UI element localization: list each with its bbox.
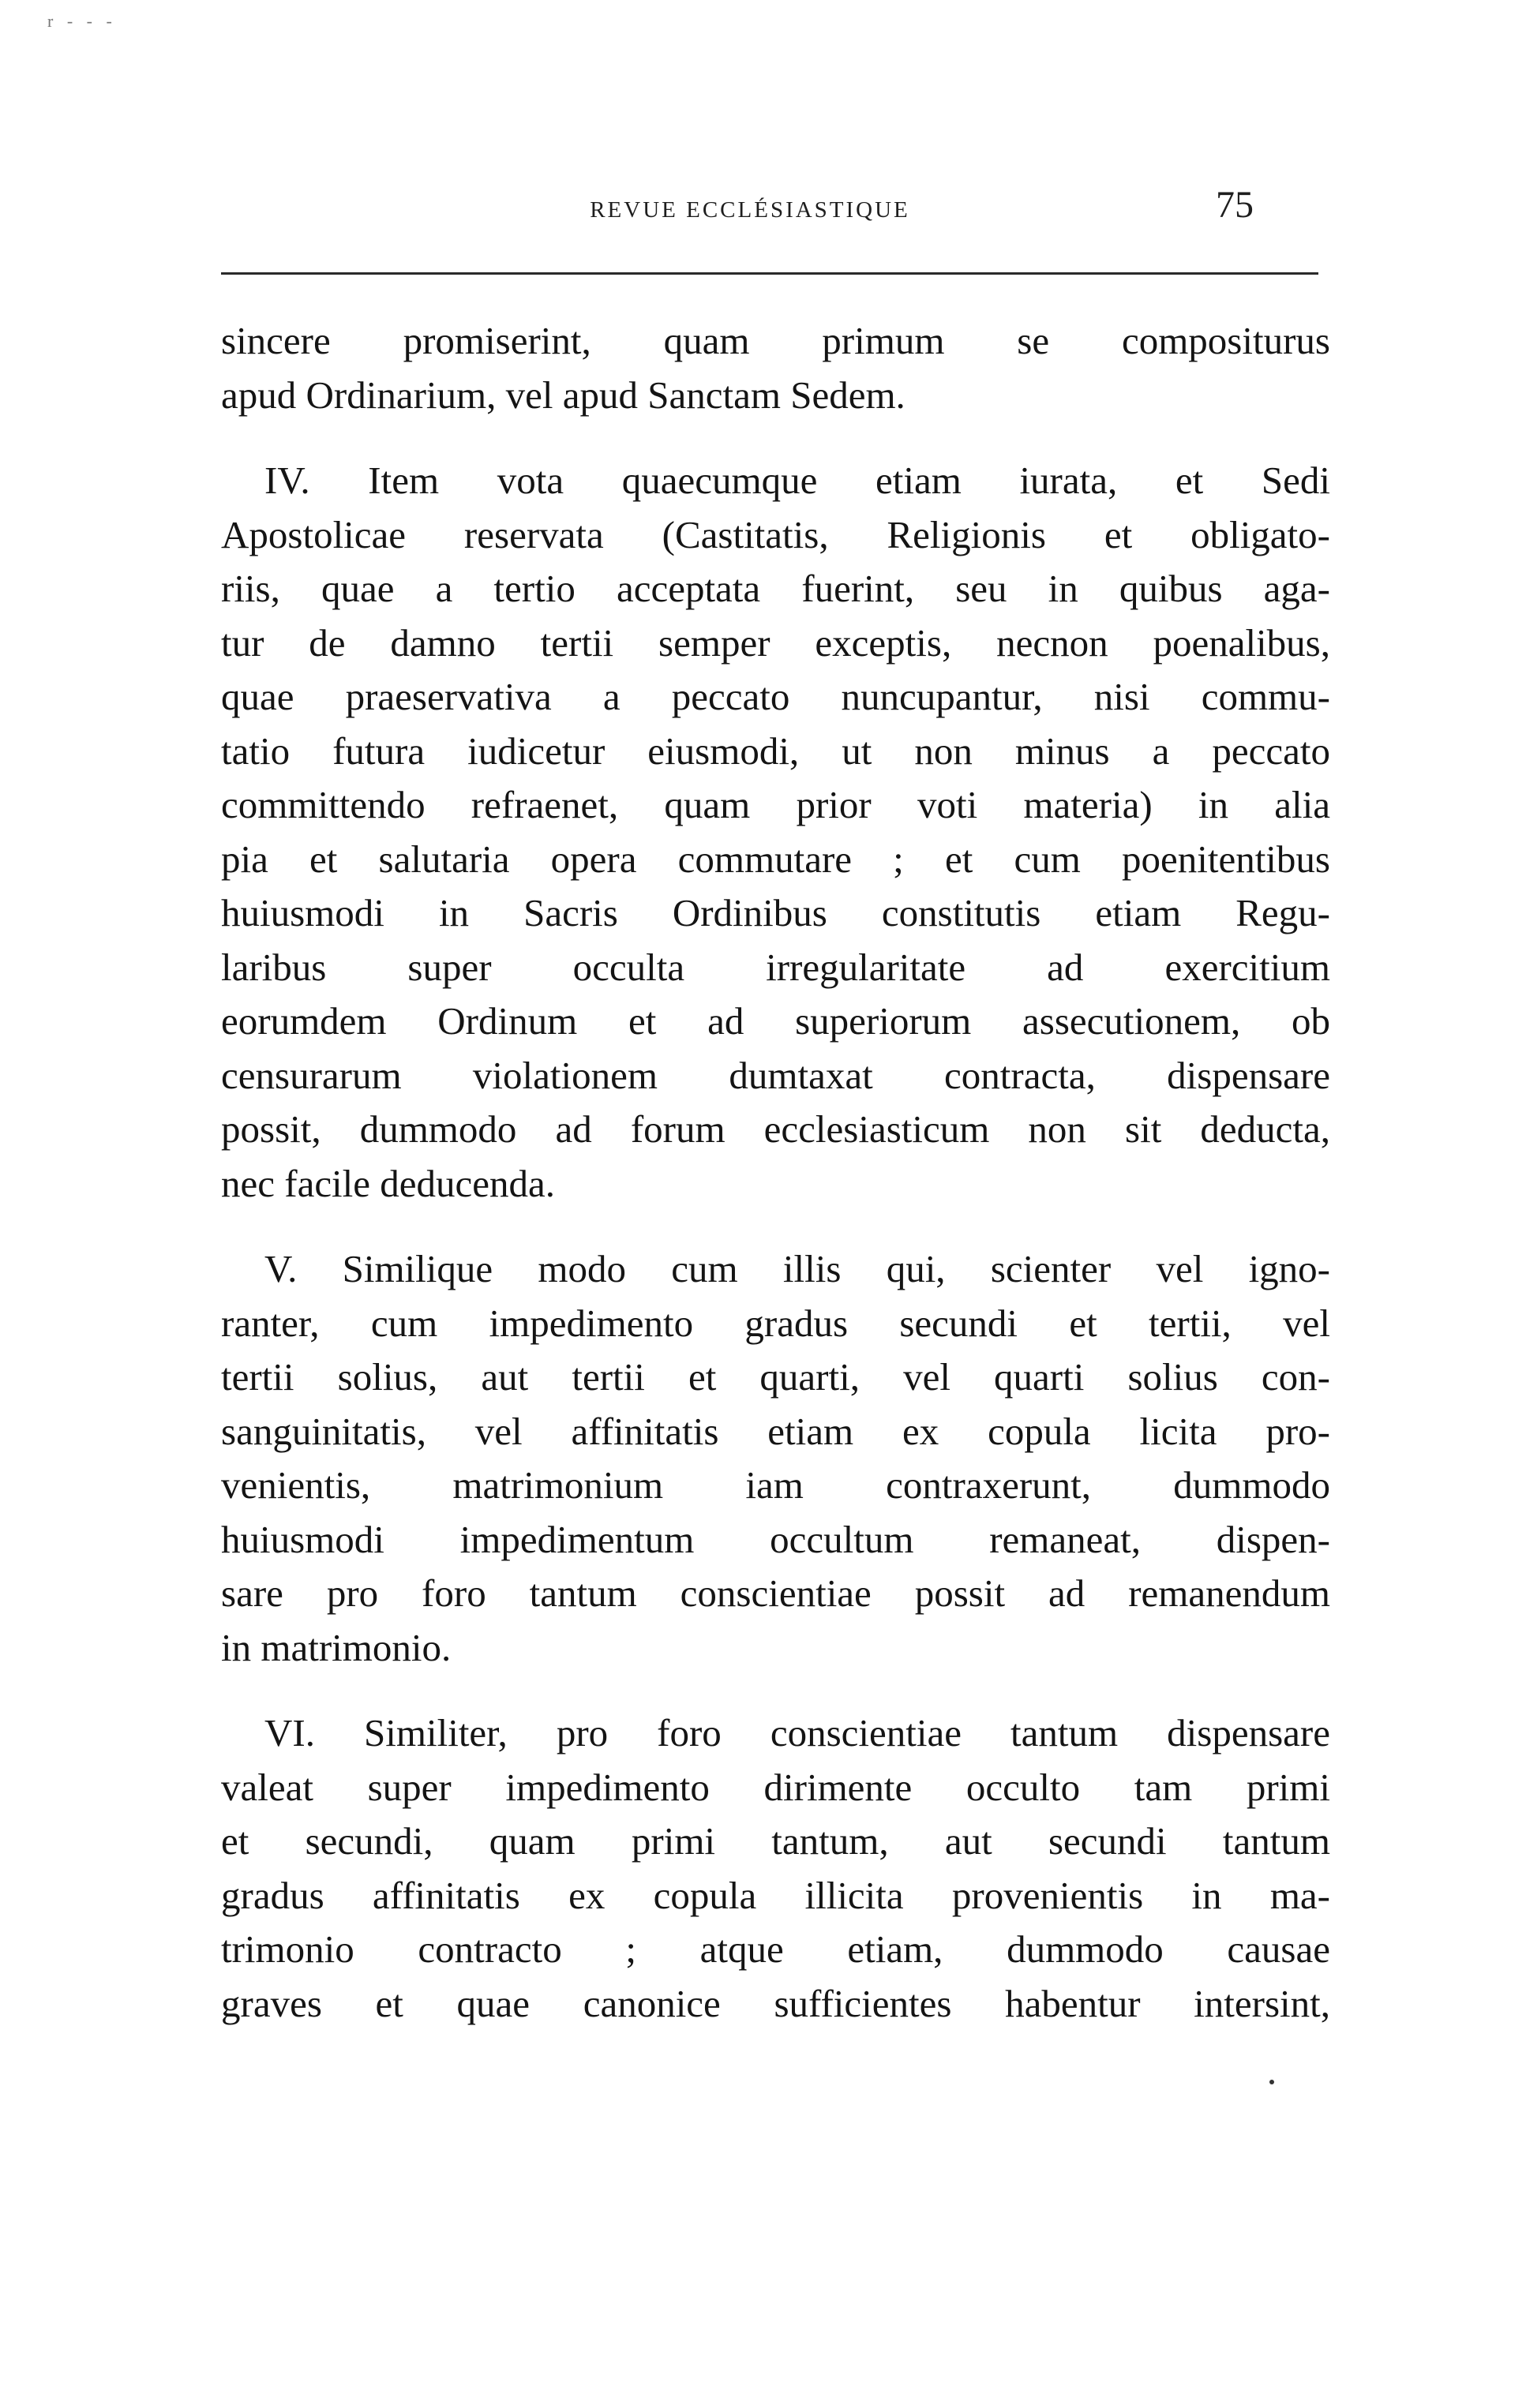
ink-speck — [1269, 2080, 1274, 2084]
header-rule — [221, 272, 1318, 275]
paragraph-vi — [221, 1706, 1330, 2031]
text-line: huiusmodi impedimentum occultum remaneat, dispen- — [221, 1517, 1330, 1561]
text-line: huiusmodi in Sacris Ordinibus constitutis etiam Regu- — [221, 891, 1330, 934]
text-line: possit, dummodo ad forum ecclesiasticum non sit deducta, — [221, 1107, 1330, 1151]
text-line: tertii solius, aut tertii et quarti, vel quarti solius con- — [221, 1355, 1330, 1399]
text-line: gradus affinitatis ex copula illicita provenientis in ma- — [221, 1873, 1330, 1917]
text-line: quae praeservativa a peccato nuncupantur, nisi commu- — [221, 675, 1330, 718]
text-line: laribus super occulta irregularitate ad exercitium — [221, 945, 1330, 989]
text-line: VI. Similiter, pro foro conscientiae tantum dispensare — [264, 1711, 1330, 1755]
text-line: IV. Item vota quaecumque etiam iurata, et Sedi — [264, 459, 1330, 502]
scan-corner-mark: r - - - — [47, 11, 117, 31]
text-line: tur de damno tertii semper exceptis, necnon poenalibus, — [221, 620, 1330, 665]
text-line: in matrimonio. — [221, 1625, 452, 1669]
paragraph-v — [221, 1242, 1330, 1675]
text-line: sincere promiserint, quam primum se compositurus — [221, 319, 1330, 362]
text-line: apud Ordinarium, vel apud Sanctam Sedem. — [221, 373, 905, 417]
text-line: nec facile deducenda. — [221, 1161, 556, 1205]
text-line: tatio futura iudicetur eiusmodi, ut non minus a peccato — [221, 728, 1330, 773]
text-line: et secundi, quam primi tantum, aut secundi tantum — [221, 1819, 1330, 1863]
paragraph-continuation — [221, 314, 1330, 422]
text-line: venientis, matrimonium iam contraxerunt, dummodo — [221, 1463, 1330, 1507]
text-line: sare pro foro tantum conscientiae possit ad remanendum — [221, 1571, 1330, 1615]
text-line: trimonio contracto ; atque etiam, dummodo causae — [221, 1927, 1330, 1971]
text-line: Apostolicae reservata (Castitatis, Religionis et obligato- — [221, 512, 1330, 556]
text-line: sanguinitatis, vel affinitatis etiam ex copula licita pro- — [221, 1409, 1330, 1453]
text-line: censurarum violationem dumtaxat contracta, dispensare — [221, 1053, 1330, 1097]
paragraph-iv — [221, 454, 1330, 1211]
text-line: V. Similique modo cum illis qui, scienter vel igno- — [264, 1247, 1330, 1290]
text-line: committendo refraenet, quam prior voti materia) in alia — [221, 783, 1330, 826]
text-line: riis, quae a tertio acceptata fuerint, seu in quibus aga- — [221, 567, 1330, 610]
text-line: pia et salutaria opera commutare ; et cum poenitentibus — [221, 837, 1330, 881]
text-line: eorumdem Ordinum et ad superiorum assecutionem, ob — [221, 999, 1330, 1043]
body-text — [221, 314, 1330, 2062]
running-header-title: REVUE ECCLÉSIASTIQUE — [590, 197, 910, 223]
text-line: ranter, cum impedimento gradus secundi et tertii, vel — [221, 1301, 1330, 1345]
text-line: graves et quae canonice sufficientes habentur intersint, — [221, 1981, 1330, 2025]
text-line: valeat super impedimento dirimente occulto tam primi — [221, 1765, 1330, 1809]
page-number: 75 — [1216, 184, 1254, 226]
